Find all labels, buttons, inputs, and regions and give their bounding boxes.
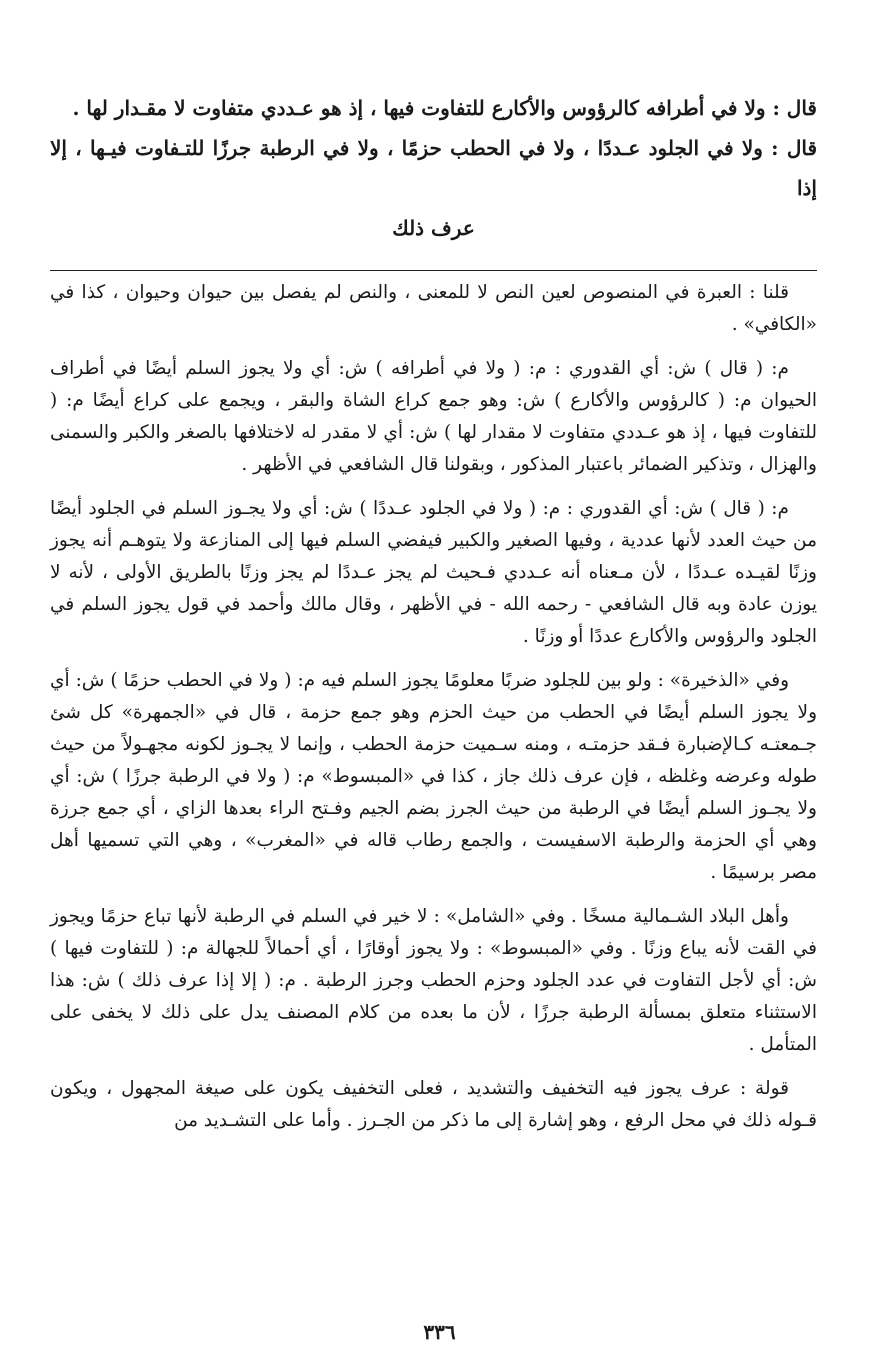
matn-line-3: عرف ذلك (392, 216, 475, 240)
matn-line-1: قال : ولا في أطرافه كالرؤوس والأكارع للتفاوت فيها ، إذ هو عـددي متفاوت لا مقـدار لها . (72, 96, 817, 120)
matn-line-2: قال : ولا في الجلود عـددًا ، ولا في الحطب حزمًا ، ولا في الرطبة جرزًا للتـفاوت فيـها ، إلا إذا (50, 136, 818, 200)
sharh-paragraph-2: م: ( قال ) ش: أي القدوري : م: ( ولا في أطرافه ) ش: أي ولا يجوز السلم أيضًا في أطراف الحيوان م: ( كالرؤوس والأكارع ) ش: وهو جمع كراع الشاة والبقر ، ويجمع على كراع أيضًا م: ( للتفاوت فيها ، إذ هو عـددي متفاوت لا مقدار لها ) ش: أي لا مقدر له لاختلافها بالصغر والكبر والسمنى والهزال ، وتذكير الضمائر باعتبار المذكور ، وبقولنا قال الشافعي في الأظهر . (50, 358, 817, 475)
sharh-paragraph-6: قولة : عرف يجوز فيه التخفيف والتشديد ، فعلى التخفيف يكون على صيغة المجهول ، ويكون قـوله ذلك في محل الرفع ، وهو إشارة إلى ما ذكر من الجـرز . وأما على التشـديد من (50, 1078, 817, 1131)
sharh-paragraph-3: م: ( قال ) ش: أي القدوري : م: ( ولا في الجلود عـددًا ) ش: أي ولا يجـوز السلم في الجلود أيضًا من حيث العدد لأنها عددية ، وفيها الصغير والكبير فيفضي السلم فيها إلى المنازعة ولا يتوهـم أنه يجوز وزنًا لقيـده عـددًا ، لأن مـعناه أنه عـددي فـحيث لم يجز عـددًا لم يجز وزنًا بالطريق الأولى ، لأنه لا يوزن عادة وبه قال الشافعي - رحمه الله - في الأظهر ، وقال مالك وأحمد في قول يجوز السلم في الجلود والرؤوس والأكارع عددًا أو وزنًا . (50, 498, 817, 647)
matn-block (50, 88, 817, 248)
page-number: ٣٣٦ (423, 1320, 456, 1344)
page-body (50, 88, 817, 1137)
sharh-paragraph-1: قلنا : العبرة في المنصوص لعين النص لا للمعنى ، والنص لم يفصل بين حيوان وحيوان ، كذا في «الكافي» . (50, 282, 817, 335)
sharh-block (50, 277, 817, 1137)
separator-rule (50, 270, 817, 271)
sharh-paragraph-5: وأهل البلاد الشـمالية مسخًا . وفي «الشامل» : لا خير في السلم في الرطبة لأنها تباع حزمًا ويجوز في القت لأنه يباع وزنًا . وفي «المبسوط» : ولا يجوز أوقارًا ، أي أحمالاً للجهالة م: ( للتفاوت فيها ) ش: أي لأجل التفاوت في عدد الجلود وحزم الحطب وجرز الرطبة . م: ( إلا إذا عرف ذلك ) ش: هذا الاستثناء متعلق بمسألة الرطبة جرزًا ، لأن ما بعده من كلام المصنف يدل على ذلك لا يخفى على المتأمل . (50, 906, 817, 1055)
sharh-paragraph-4: وفي «الذخيرة» : ولو بين للجلود ضربًا معلومًا يجوز السلم فيه م: ( ولا في الحطب حزمًا ) ش: أي ولا يجوز السلم أيضًا في الحطب من حيث الحزم وهو جمع حزمة ، قال في «الجمهرة» كل شئ جـمعتـه كـالإضبارة فـقد حزمتـه ، ومنه سـميت حزمة الحطب ، وإنما لا يجـوز لكونه مجهـولاً من حيث طوله وعرضه وغلظه ، فإن عرف ذلك جاز ، كذا في «المبسوط» م: ( ولا في الرطبة جرزًا ) ش: أي ولا يجـوز السلم أيضًا في الرطبة من حيث الجرز بضم الجيم وفـتح الراء بعدها الزاي ، أي جمع جرزة وهي أي الحزمة والرطبة الاسفيست ، والجمع رطاب قاله في «المغرب» ، وهي التي تسميها أهل مصر برسيمًا . (50, 670, 817, 883)
